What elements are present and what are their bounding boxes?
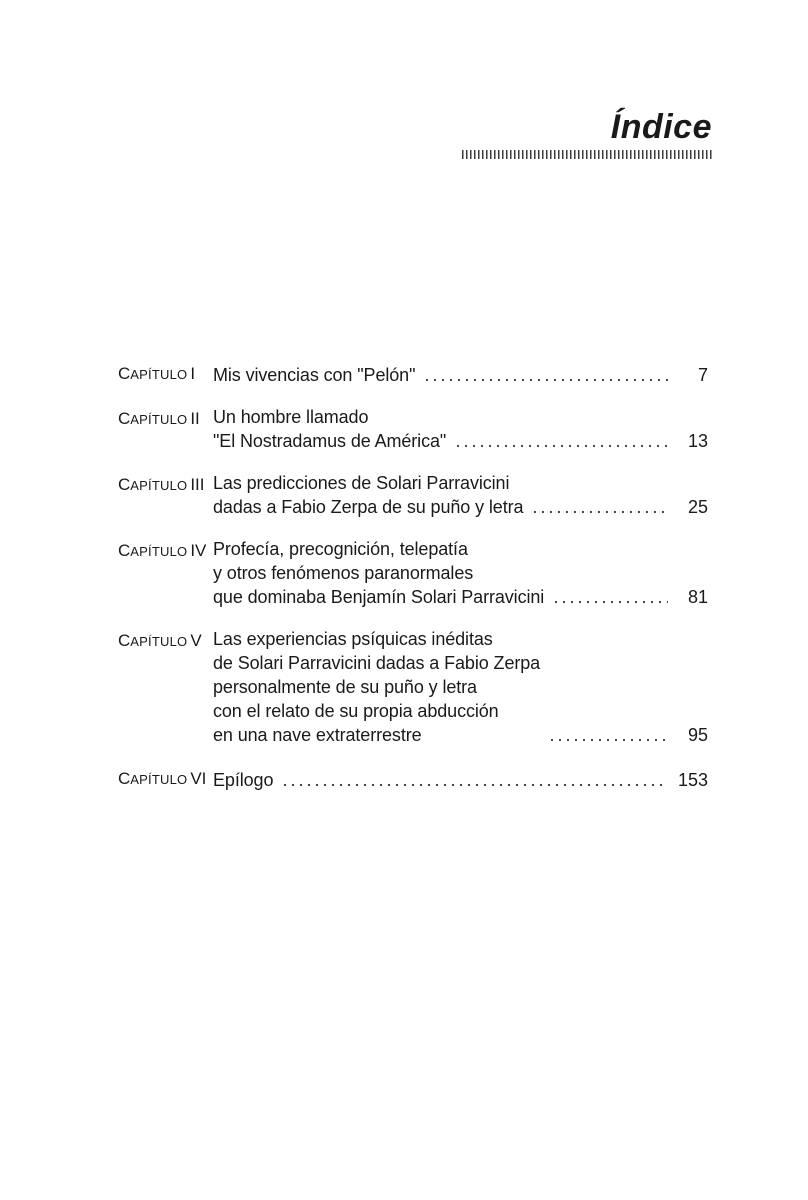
chapter-content — [213, 471, 708, 519]
chapter-label — [118, 765, 213, 792]
toc-entry-chapter-4 — [118, 537, 708, 609]
chapter-title-line: Las experiencias psíquicas inéditas — [213, 629, 493, 649]
dot-leader — [281, 768, 668, 792]
dot-leader — [423, 363, 668, 387]
chapter-content — [213, 363, 708, 387]
chapter-label-initial: C — [118, 541, 131, 560]
chapter-title-line: Las predicciones de Solari Parravicini — [213, 473, 510, 493]
chapter-content — [213, 405, 708, 453]
chapter-label-smallcaps: APÍTULO — [130, 478, 188, 493]
chapter-label-smallcaps: APÍTULO — [130, 544, 188, 559]
dot-leader — [552, 585, 668, 609]
title-decorative-rule — [462, 150, 712, 159]
chapter-content — [213, 768, 708, 792]
chapter-number: VI — [190, 769, 207, 788]
chapter-title — [213, 537, 544, 609]
chapter-label-initial: C — [118, 475, 131, 494]
chapter-label-smallcaps: APÍTULO — [130, 634, 188, 649]
chapter-title — [213, 405, 446, 453]
chapter-label — [118, 537, 213, 564]
chapter-title — [213, 363, 415, 387]
chapter-number: II — [190, 409, 200, 428]
chapter-number: III — [190, 475, 205, 494]
chapter-title-line: Un hombre llamado — [213, 407, 369, 427]
chapter-title-line: y otros fenómenos paranormales — [213, 563, 474, 583]
chapter-label-initial: C — [118, 409, 131, 428]
chapter-title-line: Profecía, precognición, telepatía — [213, 539, 468, 559]
chapter-title-line: de Solari Parravicini dadas a Fabio Zerpa — [213, 653, 541, 673]
chapter-number: I — [190, 364, 196, 383]
chapter-title-line: Epílogo — [213, 770, 274, 790]
chapter-title — [213, 627, 540, 747]
chapter-title-line: con el relato de su propia abducción — [213, 701, 499, 721]
chapter-label-initial: C — [118, 769, 131, 788]
chapter-label-initial: C — [118, 631, 131, 650]
page-number: 153 — [677, 770, 708, 790]
chapter-content — [213, 627, 708, 747]
page-number: 25 — [687, 497, 708, 517]
chapter-title-line: "El Nostradamus de América" — [213, 431, 447, 451]
page-number: 81 — [687, 587, 708, 607]
chapter-label — [118, 405, 213, 432]
chapter-number: IV — [190, 541, 207, 560]
chapter-label — [118, 627, 213, 654]
chapter-title — [213, 768, 273, 792]
chapter-label-smallcaps: APÍTULO — [130, 412, 188, 427]
chapter-title-line: en una nave extraterrestre — [213, 725, 422, 745]
dot-leader — [548, 723, 668, 747]
toc-entry-chapter-1 — [118, 360, 708, 387]
dot-leader — [531, 495, 668, 519]
chapter-title-line: que dominaba Benjamín Solari Parravicini — [213, 587, 545, 607]
table-of-contents — [118, 360, 708, 810]
chapter-content — [213, 537, 708, 609]
page-number: 95 — [687, 725, 708, 745]
toc-entry-chapter-5 — [118, 627, 708, 747]
index-title: Índice — [610, 108, 712, 146]
chapter-label-smallcaps: APÍTULO — [130, 772, 188, 787]
chapter-label-initial: C — [118, 364, 131, 383]
chapter-title-line: personalmente de su puño y letra — [213, 677, 477, 697]
chapter-title — [213, 471, 523, 519]
chapter-label — [118, 471, 213, 498]
chapter-title-line: dadas a Fabio Zerpa de su puño y letra — [213, 497, 524, 517]
page-number: 13 — [687, 431, 708, 451]
toc-entry-chapter-3 — [118, 471, 708, 519]
dot-leader — [454, 429, 668, 453]
page-number: 7 — [697, 365, 708, 385]
chapter-label-smallcaps: APÍTULO — [130, 367, 188, 382]
chapter-label — [118, 360, 213, 387]
toc-entry-chapter-6 — [118, 765, 708, 792]
toc-entry-chapter-2 — [118, 405, 708, 453]
chapter-number: V — [190, 631, 202, 650]
chapter-title-line: Mis vivencias con "Pelón" — [213, 365, 416, 385]
